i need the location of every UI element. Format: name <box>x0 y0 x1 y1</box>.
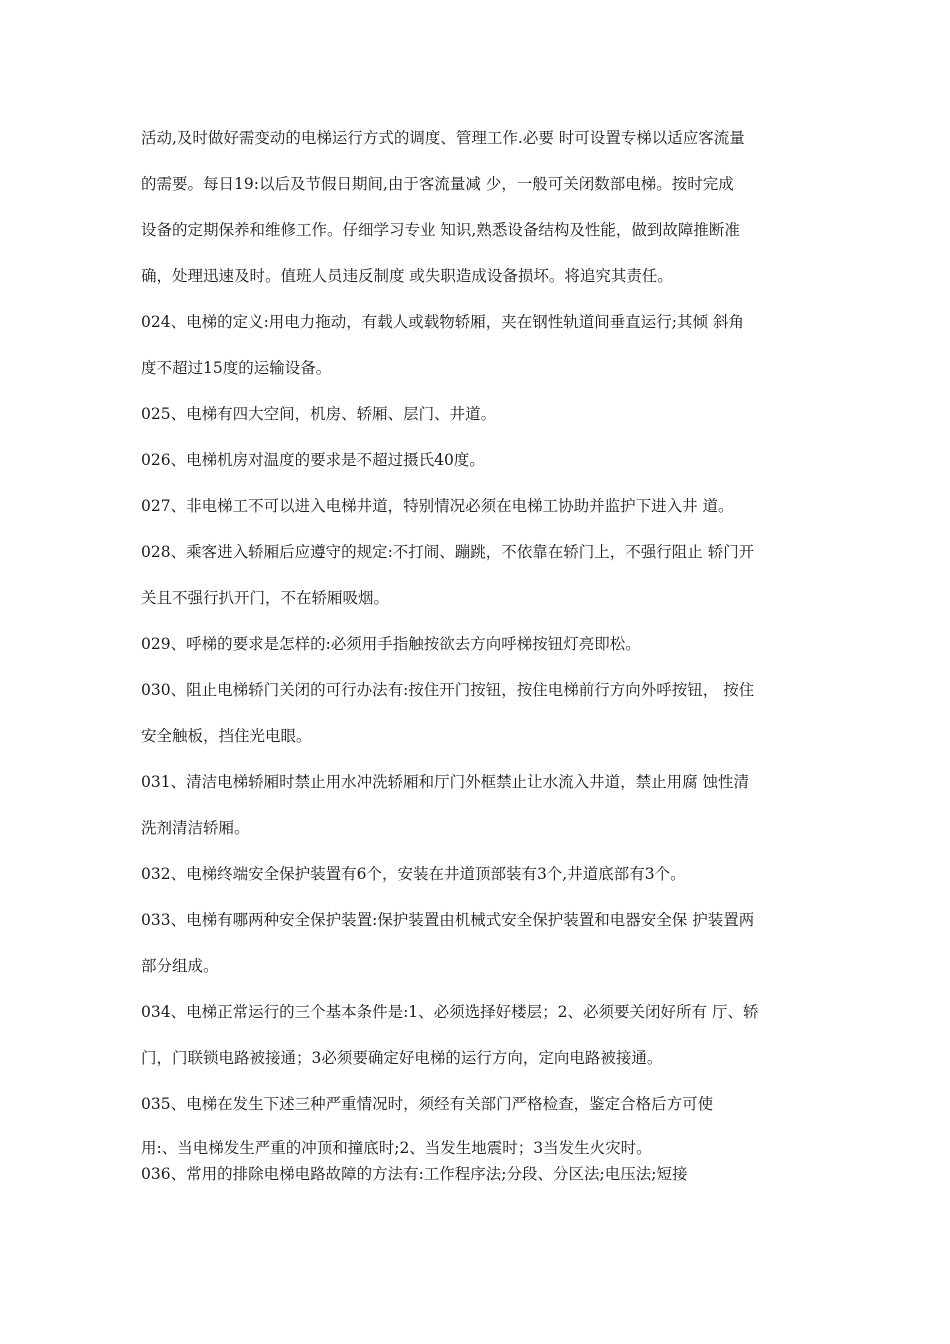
text-line: 029、呼梯的要求是怎样的:必须用手指触按欲去方向呼梯按钮灯亮即松。 <box>141 635 641 653</box>
text-line: 031、清洁电梯轿厢时禁止用水冲洗轿厢和厅门外框禁止让水流入井道，禁止用腐 蚀性清 <box>141 773 750 791</box>
text-line: 确，处理迅速及时。值班人员违反制度 或失职造成设备损坏。将追究其责任。 <box>141 267 673 285</box>
text-line: 036、常用的排除电梯电路故障的方法有:工作程序法;分段、分区法;电压法;短接 <box>141 1165 688 1183</box>
text-line: 设备的定期保养和维修工作。仔细学习专业 知识,熟悉设备结构及性能，做到故障推断准 <box>141 221 740 239</box>
text-line: 025、电梯有四大空间，机房、轿厢、层门、井道。 <box>141 405 497 423</box>
text-line: 035、电梯在发生下述三种严重情况时，须经有关部门严格检查，鉴定合格后方可使 <box>141 1095 714 1113</box>
text-line: 030、阻止电梯轿门关闭的可行办法有:按住开门按钮，按住电梯前行方向外呼按钮， 按住 <box>141 681 755 699</box>
text-line: 部分组成。 <box>141 957 219 975</box>
text-line: 活动,及时做好需变动的电梯运行方式的调度、管理工作.必要 时可设置专梯以适应客流量 <box>141 129 745 147</box>
text-line: 关且不强行扒开门，不在轿厢吸烟。 <box>141 589 390 607</box>
text-line: 门，门联锁电路被接通；3必须要确定好电梯的运行方向，定向电路被接通。 <box>141 1049 663 1067</box>
text-line: 洗剂清洁轿厢。 <box>141 819 250 837</box>
text-line: 028、乘客进入轿厢后应遵守的规定:不打闹、蹦跳，不依靠在轿门上，不强行阻止 轿门开 <box>141 543 755 561</box>
text-line: 安全触板，挡住光电眼。 <box>141 727 312 745</box>
text-line: 027、非电梯工不可以进入电梯井道，特别情况必须在电梯工协助并监护下进入井 道。 <box>141 497 734 515</box>
text-line: 024、电梯的定义:用电力拖动，有载人或载物轿厢，夹在钢性轨道间垂直运行;其倾 斜角 <box>141 313 744 331</box>
text-line: 034、电梯正常运行的三个基本条件是:1、必须选择好楼层；2、必须要关闭好所有 厅、轿 <box>141 1003 759 1021</box>
text-line: 026、电梯机房对温度的要求是不超过摄氏40度。 <box>141 451 485 469</box>
text-line: 033、电梯有哪两种安全保护装置:保护装置由机械式安全保护装置和电器安全保 护装置两 <box>141 911 755 929</box>
text-line: 度不超过15度的运输设备。 <box>141 359 332 377</box>
text-line: 用:、当电梯发生严重的冲顶和撞底时;2、当发生地震时；3当发生火灾时。 <box>141 1139 652 1157</box>
text-line: 的需要。每日19:以后及节假日期间,由于客流量减 少，一般可关闭数部电梯。按时完成 <box>141 175 734 193</box>
text-line: 032、电梯终端安全保护装置有6个，安装在井道顶部装有3个,井道底部有3个。 <box>141 865 686 883</box>
